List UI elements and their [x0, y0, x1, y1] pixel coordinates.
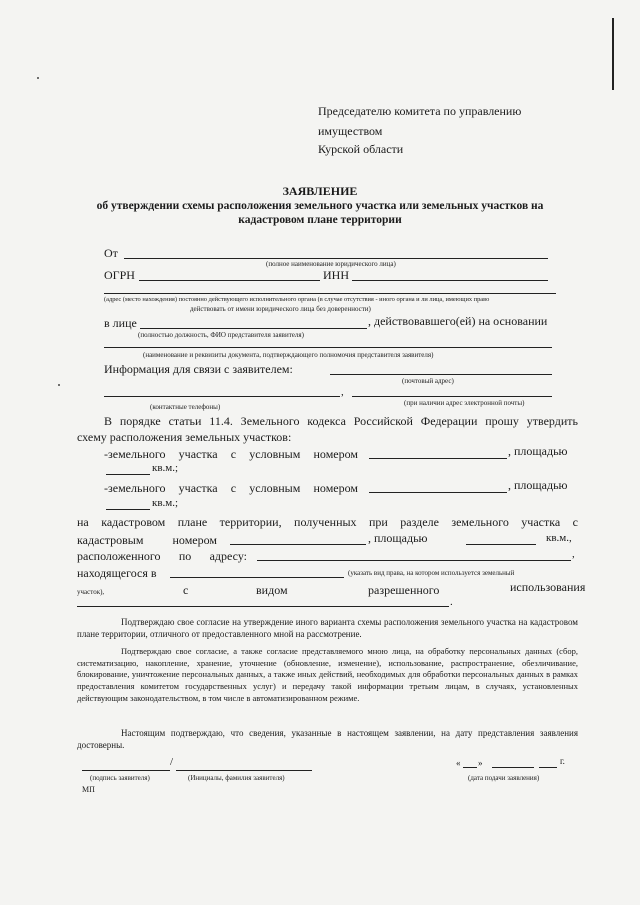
- stamp-place: МП: [82, 785, 95, 794]
- confirmation-statement: Настоящим подтверждаю, что сведения, указанные в настоящем заявлении, на дату представления заявления достоверны.: [77, 728, 578, 750]
- addressee-line-3: Курской области: [318, 142, 404, 156]
- plot-2-area-label: , площадью: [508, 478, 568, 492]
- signature-caption: (подпись заявителя): [90, 774, 150, 782]
- person-field[interactable]: [140, 328, 367, 329]
- plot-2-unit: кв.м.;: [152, 497, 179, 509]
- acting-basis-label: , действовавшего(ей) на основании: [368, 314, 548, 328]
- person-caption: (полностью должность, ФИО представителя заявителя): [138, 331, 304, 339]
- address-caption-line-2: действовать от имени юридического лица без доверенности): [190, 305, 371, 313]
- addressee-line-2: имуществом: [318, 124, 383, 138]
- inn-field[interactable]: [352, 280, 548, 281]
- plot-1-number-field[interactable]: [369, 458, 507, 459]
- signature-slash: /: [170, 756, 174, 768]
- plots-label: участок),: [77, 588, 105, 596]
- email-field[interactable]: [352, 396, 552, 397]
- date-year-suffix: г.: [560, 756, 565, 766]
- postal-address-field[interactable]: [330, 374, 552, 375]
- initials-caption: (Инициалы, фамилия заявителя): [188, 774, 285, 782]
- inn-label: ИНН: [323, 268, 349, 282]
- right-type-caption: (указать вид права, на котором используется земельный: [348, 569, 515, 577]
- located-address-label: расположенного по адресу:: [77, 549, 247, 563]
- ogrn-field[interactable]: [139, 280, 320, 281]
- right-type-field[interactable]: [170, 577, 344, 578]
- from-field[interactable]: [124, 258, 548, 259]
- scan-speck: [37, 77, 39, 79]
- kind-label: видом: [256, 583, 288, 597]
- right-type-label: находящегося в: [77, 566, 157, 580]
- initials-field[interactable]: [176, 770, 312, 771]
- with-label: с: [183, 583, 189, 597]
- contact-label: Информация для связи с заявителем:: [104, 362, 293, 376]
- phone-field[interactable]: [104, 396, 340, 397]
- signature-field[interactable]: [82, 770, 170, 771]
- from-label: От: [104, 246, 118, 260]
- comma: ,: [341, 386, 344, 398]
- ogrn-label: ОГРН: [104, 268, 135, 282]
- document-title: ЗАЯВЛЕНИЕ: [282, 184, 358, 198]
- email-caption: (при наличии адрес электронной почты): [404, 399, 525, 407]
- date-close-quote: »: [478, 758, 483, 768]
- address-field[interactable]: [104, 293, 556, 294]
- cadastral-number-label: кадастровым номером: [77, 533, 217, 547]
- permitted-use-field[interactable]: [77, 606, 449, 607]
- permitted-label: разрешенного: [368, 583, 440, 597]
- date-day-field[interactable]: [463, 767, 477, 768]
- date-year-field[interactable]: [539, 767, 557, 768]
- comma: ,: [572, 548, 575, 560]
- person-label: в лице: [104, 316, 137, 330]
- document-subtitle-line-2: кадастровом плане территории: [238, 214, 402, 226]
- address-caption-line-1: (адрес (место нахождения) постоянно действующего исполнительного органа (в случае отсутствия - иного органа и ли лица, имеющих право: [104, 296, 490, 303]
- plot-1-area-field[interactable]: [106, 474, 150, 475]
- plot-2-label: -земельного участка с условным номером: [104, 481, 358, 495]
- period: .: [450, 596, 453, 608]
- date-caption: (дата подачи заявления): [468, 774, 540, 782]
- plot-2-area-field[interactable]: [106, 509, 150, 510]
- document-subtitle-line-1: об утверждении схемы расположения земельного участка или земельных участков на: [96, 200, 544, 212]
- plot-1-label: -земельного участка с условным номером: [104, 447, 358, 461]
- authority-document-caption: (наименование и реквизиты документа, подтверждающего полномочия представителя заявителя): [143, 351, 434, 359]
- request-intro-line-1: В порядке статьи 11.4. Земельного кодекса Российской Федерации прошу утвердить: [104, 414, 578, 428]
- plot-1-unit: кв.м.;: [152, 462, 179, 474]
- authority-document-field[interactable]: [104, 347, 552, 348]
- cadastral-area-field[interactable]: [466, 544, 536, 545]
- plot-1-area-label: , площадью: [508, 444, 568, 458]
- cadastral-area-label: , площадью: [368, 531, 428, 545]
- from-caption: (полное наименование юридического лица): [266, 260, 396, 268]
- phone-caption: (контактные телефоны): [150, 403, 221, 411]
- scan-speck: [58, 384, 60, 386]
- located-address-field[interactable]: [257, 560, 571, 561]
- date-month-field[interactable]: [492, 767, 534, 768]
- addressee-line-1: Председателю комитета по управлению: [318, 104, 522, 118]
- date-open-quote: «: [456, 758, 461, 768]
- scan-edge-mark: [612, 18, 614, 90]
- use-label: использования: [510, 580, 586, 594]
- cadastral-area-unit: кв.м.,: [546, 532, 572, 544]
- postal-address-caption: (почтовый адрес): [402, 377, 454, 385]
- consent-personal-data: Подтверждаю свое согласие, а также согласие представляемого мною лица, на обработку персональных данных (сбор, систематизацию, накопление, хранение, уточнение (обновление, изменение), использование, распространение, обезличивание, блокирование, уничтожение персональных данных, а также иных действий, необходимых для обработки персональных данных в рамках предоставления комитетом государственных услуг) и передачу такой информации третьим лицам, в случаях, установленных действующим законодательством, в том числе в автоматизированном режиме.: [77, 646, 578, 703]
- request-intro-line-2: схему расположения земельных участков:: [77, 430, 292, 444]
- plot-2-number-field[interactable]: [369, 492, 507, 493]
- consent-alternative-scheme: Подтверждаю свое согласие на утверждение иного варианта схемы расположения земельного участка на кадастровом плане территории, отличного от предоставленного мной на рассмотрение.: [77, 617, 578, 639]
- cadastral-plan-line: на кадастровом плане территории, полученных при разделе земельного участка с: [77, 515, 578, 529]
- cadastral-number-field[interactable]: [230, 544, 366, 545]
